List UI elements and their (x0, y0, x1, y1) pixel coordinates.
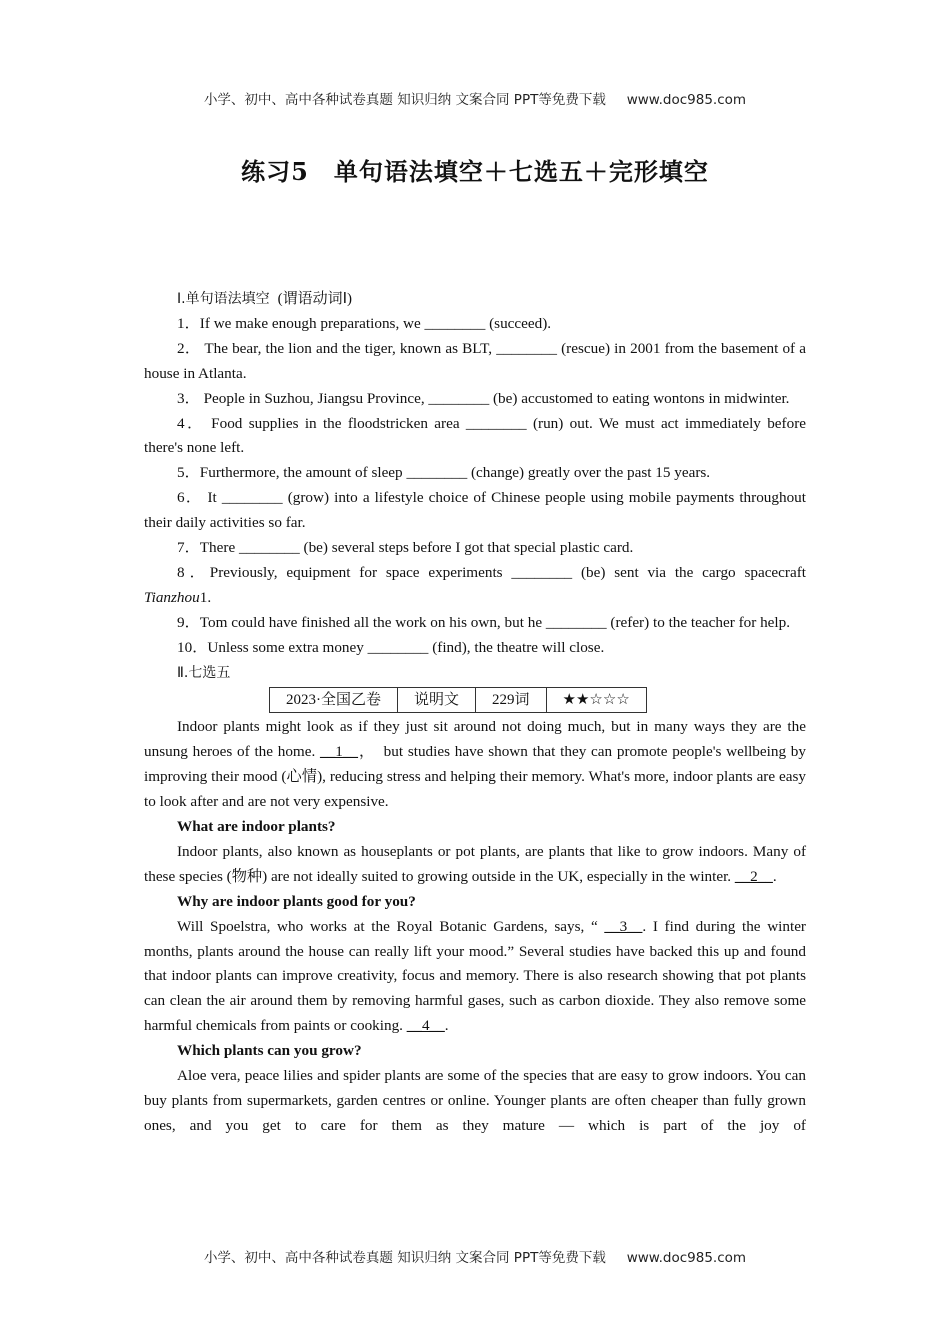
difficulty-cell: ★★☆☆☆ (546, 687, 646, 713)
document-body (144, 287, 806, 1139)
page-header (0, 88, 950, 108)
section2-heading: Ⅱ.七选五 (177, 664, 231, 681)
q8-italic: Tianzhou (144, 588, 200, 606)
subheading-3: Which plants can you grow? (177, 1042, 362, 1060)
page-footer (0, 1246, 950, 1266)
text: . (444, 1017, 449, 1035)
footer-link[interactable]: www.doc985.com (626, 1250, 747, 1266)
subheading-1: What are indoor plants? (177, 818, 336, 836)
genre-cell: 说明文 (398, 687, 476, 713)
heading-sub: (谓语动词Ⅰ) (277, 291, 353, 307)
footer-text: 小学、初中、高中各种试卷真题 知识归纳 文案合同 PPT等免费下载 (203, 1250, 606, 1266)
question-7: 7．There ________ (be) several steps before I got that special plastic card. (177, 539, 634, 557)
paragraph-2 (144, 840, 806, 890)
question-3: 3． People in Suzhou, Jiangsu Province, ________ (be) accustomed to eating wontons in midwinter. (177, 389, 790, 407)
source-cell: 2023·全国乙卷 (270, 687, 398, 713)
paragraph-4: Aloe vera, peace lilies and spider plants are some of the species that are easy to grow indoors. You can buy plants from supermarkets, garden centres or online. Younger plants are often cheaper than fully grown ones, and you get to care for them as they mature — which is part of the joy of (144, 1067, 806, 1134)
text: ， but studies have shown that they can promote people's wellbeing by improving their mood (心情), reducing stress and helping their memory. What's more, indoor plants are easy to look after and are not very expensive. (144, 743, 806, 811)
q8-text: 8．Previously, equipment for space experiments ________ (be) sent via the cargo spacecraft (177, 563, 806, 581)
q8-end: 1. (199, 588, 212, 606)
blank-3: __3__ (604, 917, 643, 935)
info-table (269, 687, 647, 714)
question-10: 10．Unless some extra money ________ (find), the theatre will close. (177, 638, 605, 656)
blank-1: __1__ (320, 743, 359, 761)
blank-2: __2__ (734, 867, 773, 885)
header-link[interactable]: www.doc985.com (626, 92, 747, 108)
question-8 (144, 561, 806, 611)
text: . I find during the winter months, plants around the house can really lift your mood.” Several studies have backed this up and found that indoor plants can improve creativity, focus and memory. There is also research showing that pot plants can clean the air around them by removing harmful gases, such as carbon dioxide. They also remove some harmful chemicals from paints or cooking. (144, 917, 806, 1035)
question-4: 4． Food supplies in the floodstricken area ________ (run) out. We must act immediately before there's none left. (144, 414, 806, 457)
question-5: 5．Furthermore, the amount of sleep ________ (change) greatly over the past 15 years. (177, 464, 711, 482)
heading-text: Ⅰ.单句语法填空 (177, 291, 270, 307)
paragraph-3 (144, 915, 806, 1040)
question-6: 6． It ________ (grow) into a lifestyle choice of Chinese people using mobile payments throughout their daily activities so far. (144, 489, 806, 532)
blank-4: __4__ (406, 1017, 445, 1035)
header-text: 小学、初中、高中各种试卷真题 知识归纳 文案合同 PPT等免费下载 (203, 92, 606, 108)
text: Indoor plants might look as if they just sit around not doing much, but in many ways they are the unsung heroes of the home. (144, 718, 806, 761)
text: . (772, 867, 777, 885)
text: Will Spoelstra, who works at the Royal Botanic Gardens, says, “ (177, 917, 605, 935)
page-title: 练习5 单句语法填空＋七选五＋完形填空 (241, 157, 709, 186)
question-2: 2． The bear, the lion and the tiger, known as BLT, ________ (rescue) in 2001 from the basement of a house in Atlanta. (144, 339, 806, 382)
wordcount-cell: 229词 (476, 687, 547, 713)
subheading-2: Why are indoor plants good for you? (177, 892, 416, 910)
text: Indoor plants, also known as houseplants or pot plants, are plants that like to grow indoors. Many of these species (物种) are not ideally suited to growing outside in the UK, especially in the winter. (144, 842, 806, 885)
question-1: 1．If we make enough preparations, we ________ (succeed). (177, 314, 552, 332)
section1-heading (144, 287, 806, 312)
paragraph-1 (144, 715, 806, 815)
question-9: 9．Tom could have finished all the work on his own, but he ________ (refer) to the teacher for help. (177, 613, 791, 631)
